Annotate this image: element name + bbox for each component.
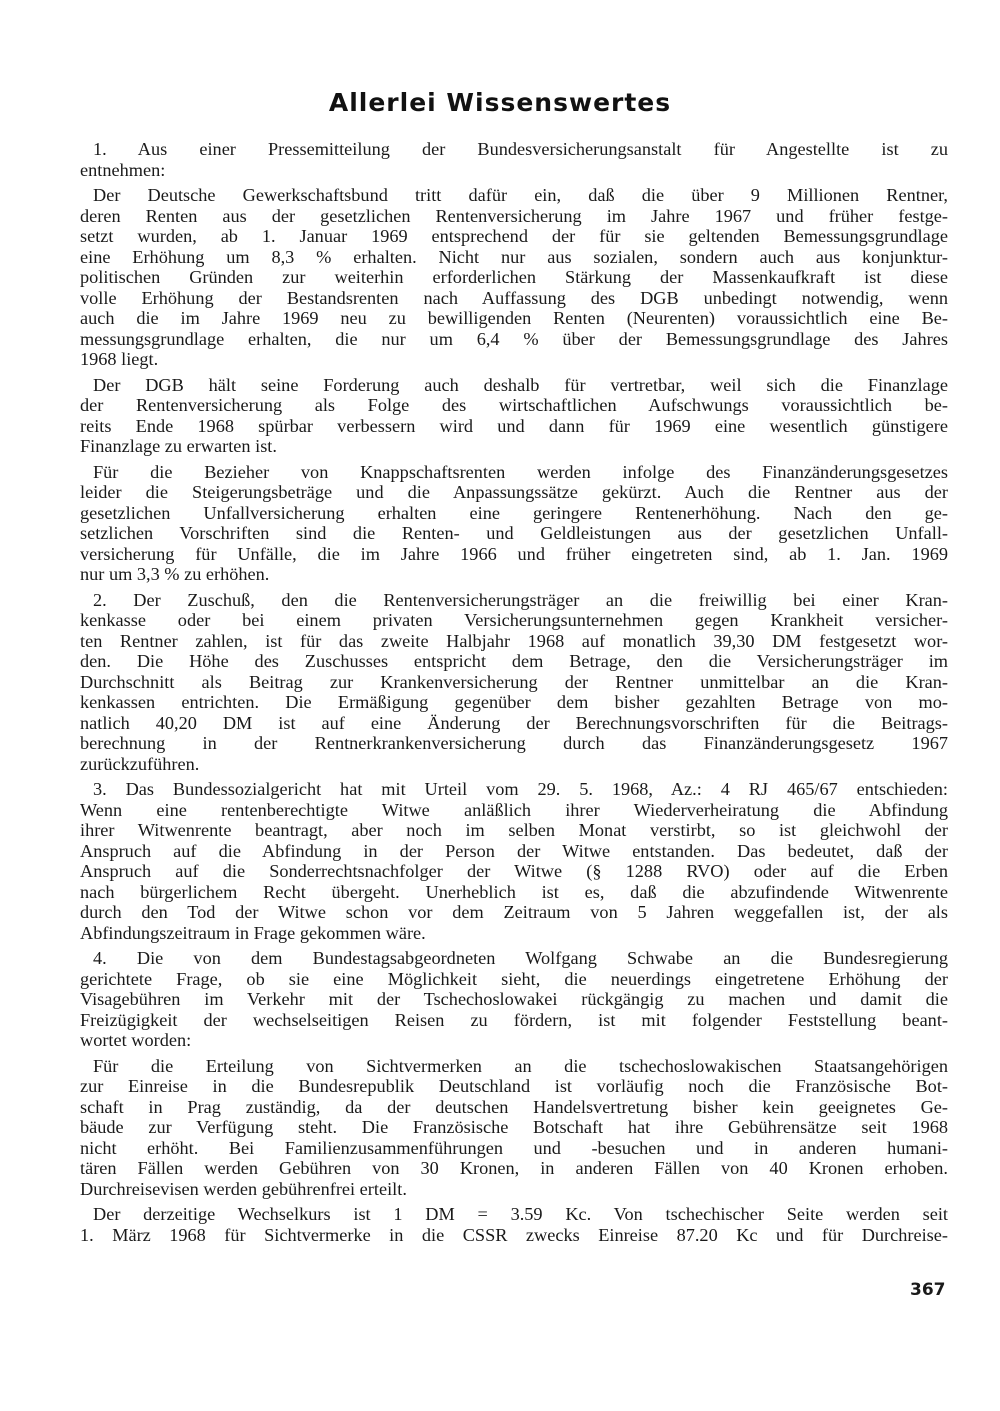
text-line: Der derzeitige Wechselkurs ist 1 DM = 3.59 Kc. Von tschechischer Seite werden seit [93, 1204, 948, 1224]
text-line: nicht erhöht. Bei Familienzusammenführungen und -besuchen und in anderen humani- [80, 1137, 948, 1158]
text-line: Anspruch auf die Sonderrechtsnachfolger der Witwe (§ 1288 RVO) oder auf die Erben [80, 861, 948, 881]
text-line: Für die Bezieher von Knappschaftsrenten werden infolge des Finanzänderungsgesetzes [93, 461, 948, 482]
text-line: versicherung für Unfälle, die im Jahre 1966 und früher eingetreten sind, ab 1. Jan. 1969 [80, 543, 948, 564]
paragraph [80, 1204, 948, 1245]
text-line: zur Einreise in die Bundesrepublik Deutschland ist vorläufig noch die Französische Bot- [80, 1076, 948, 1096]
text-line: setzt wurden, ab 1. Januar 1969 entsprechend der für sie geltenden Bemessungsgrundlage [80, 226, 948, 246]
text-line: setzlichen Vorschriften sind die Renten- und Geldleistungen aus der gesetzlichen Unfall- [80, 523, 948, 543]
text-line: gerichtete Frage, ob sie eine Möglichkeit sieht, die neuerdings eingetretene Erhöhung der [80, 968, 948, 989]
text-line: Anspruch auf die Abfindung in der Person der Witwe entstanden. Das bedeutet, daß der [80, 840, 948, 861]
text-line: kenkasse oder bei einem privaten Versicherungsunternehmen gegen Krankheit versicher- [80, 610, 948, 630]
text-line: politischen Gründen zur weiterhin erforderlichen Stärkung der Massenkaufkraft ist diese [80, 267, 948, 287]
text-line: auch die im Jahre 1969 neu zu bewilligenden Renten (Neurenten) voraussichtlich eine Be- [80, 308, 948, 328]
paragraph [80, 185, 948, 370]
text-line: 1. März 1968 für Sichtvermerke in die CSSR zwecks Einreise 87.20 Kc und für Durchreise- [80, 1224, 948, 1245]
text-line: bäude zur Verfügung steht. Die Französische Botschaft hat ihre Gebührensätze seit 1968 [80, 1117, 948, 1137]
text-line: reits Ende 1968 spürbar verbessern wird und dann für 1969 eine wesentlich günstigere [80, 415, 948, 436]
page-title: Allerlei Wissenswertes [328, 88, 672, 117]
text-line: zurückzuführen. [80, 753, 200, 774]
text-line: Für die Erteilung von Sichtvermerken an die tschechoslowakischen Staatsangehörigen [93, 1055, 948, 1076]
text-line: 4. Die von dem Bundestagsabgeordneten Wolfgang Schwabe an die Bundesregierung [93, 948, 948, 968]
text-line: natlich 40,20 DM ist auf eine Änderung der Berechnungsvorschriften für die Beitrags- [80, 712, 948, 733]
text-line: berechnung in der Rentnerkrankenversicherung durch das Finanzänderungsgesetz 1967 [80, 733, 948, 753]
text-line: ten Rentner zahlen, ist für das zweite Halbjahr 1968 auf monatlich 39,30 DM festgesetzt wor- [80, 630, 948, 651]
paragraph [80, 462, 948, 585]
text-line: tären Fällen werden Gebühren von 30 Kronen, in anderen Fällen von 40 Kronen erhoben. [80, 1158, 948, 1178]
paragraph [80, 948, 948, 1051]
text-line: eine Erhöhung um 8,3 % erhalten. Nicht nur aus sozialen, sondern auch aus konjunktur- [80, 246, 948, 267]
text-line: ihrer Witwenrente beantragt, aber noch im selben Monat verstirbt, so ist gleichwohl der [80, 820, 948, 840]
page-number: 367 [910, 1280, 946, 1300]
text-line: gesetzlichen Unfallversicherung erhalten eine geringere Rentenerhöhung. Nach den ge- [80, 502, 948, 523]
text-line: Durchreisevisen werden gebührenfrei erteilt. [80, 1178, 407, 1199]
text-line: nach bürgerlichem Recht übergeht. Unerheblich ist es, daß die abzufindende Witwenrente [80, 881, 948, 902]
paragraph [80, 139, 948, 180]
document-body [80, 139, 948, 1250]
paragraph [80, 1056, 948, 1200]
text-line: Freizügigkeit der wechselseitigen Reisen zu fördern, ist mit folgender Feststellung beant- [80, 1009, 948, 1030]
text-line: 3. Das Bundessozialgericht hat mit Urteil vom 29. 5. 1968, Az.: 4 RJ 465/67 entschieden: [93, 779, 948, 799]
text-line: Finanzlage zu erwarten ist. [80, 436, 277, 456]
paragraph [80, 590, 948, 775]
paragraph [80, 779, 948, 943]
text-line: 2. Der Zuschuß, den die Rentenversicherungsträger an die freiwillig bei einer Kran- [93, 589, 948, 610]
text-line: durch den Tod der Witwe schon vor dem Zeitraum von 5 Jahren weggefallen ist, der als [80, 902, 948, 922]
text-line: wortet worden: [80, 1030, 192, 1050]
text-line: den. Die Höhe des Zuschusses entspricht dem Betrage, den die Versicherungsträger im [80, 651, 948, 671]
text-line: der Rentenversicherung als Folge des wirtschaftlichen Aufschwungs voraussichtlich be- [80, 395, 948, 415]
text-line: kenkassen entrichten. Die Ermäßigung gegenüber dem bisher gezahlten Betrage von mo- [80, 692, 948, 712]
text-line: volle Erhöhung der Bestandsrenten nach Auffassung des DGB unbedingt notwendig, wenn [80, 287, 948, 308]
text-line: Wenn eine rentenberechtigte Witwe anläßlich ihrer Wiederverheiratung die Abfindung [80, 799, 948, 820]
text-line: Durchschnitt als Beitrag zur Krankenversicherung der Rentner unmittelbar an die Kran- [80, 671, 948, 692]
text-line: Der Deutsche Gewerkschaftsbund tritt dafür ein, daß die über 9 Millionen Rentner, [93, 185, 948, 205]
paragraph [80, 375, 948, 457]
text-line: entnehmen: [80, 159, 166, 180]
text-line: 1. Aus einer Pressemitteilung der Bundesversicherungsanstalt für Angestellte ist zu [93, 139, 948, 159]
text-line: nur um 3,3 % zu erhöhen. [80, 564, 270, 584]
text-line: Abfindungszeitraum in Frage gekommen wäre. [80, 922, 426, 943]
text-line: Der DGB hält seine Forderung auch deshalb für vertretbar, weil sich die Finanzlage [93, 374, 948, 395]
text-line: messungsgrundlage erhalten, die nur um 6,4 % über der Bemessungsgrundlage des Jahres [80, 328, 948, 349]
text-line: Visagebühren im Verkehr mit der Tschechoslowakei rückgängig zu machen und damit die [80, 989, 948, 1009]
text-line: deren Renten aus der gesetzlichen Rentenversicherung im Jahre 1967 und früher festge- [80, 205, 948, 226]
text-line: leider die Steigerungsbeträge und die Anpassungssätze gekürzt. Auch die Rentner aus der [80, 482, 948, 502]
text-line: schaft in Prag zuständig, da der deutschen Handelsvertretung bisher kein geeignetes Ge- [80, 1096, 948, 1117]
text-line: 1968 liegt. [80, 349, 159, 369]
